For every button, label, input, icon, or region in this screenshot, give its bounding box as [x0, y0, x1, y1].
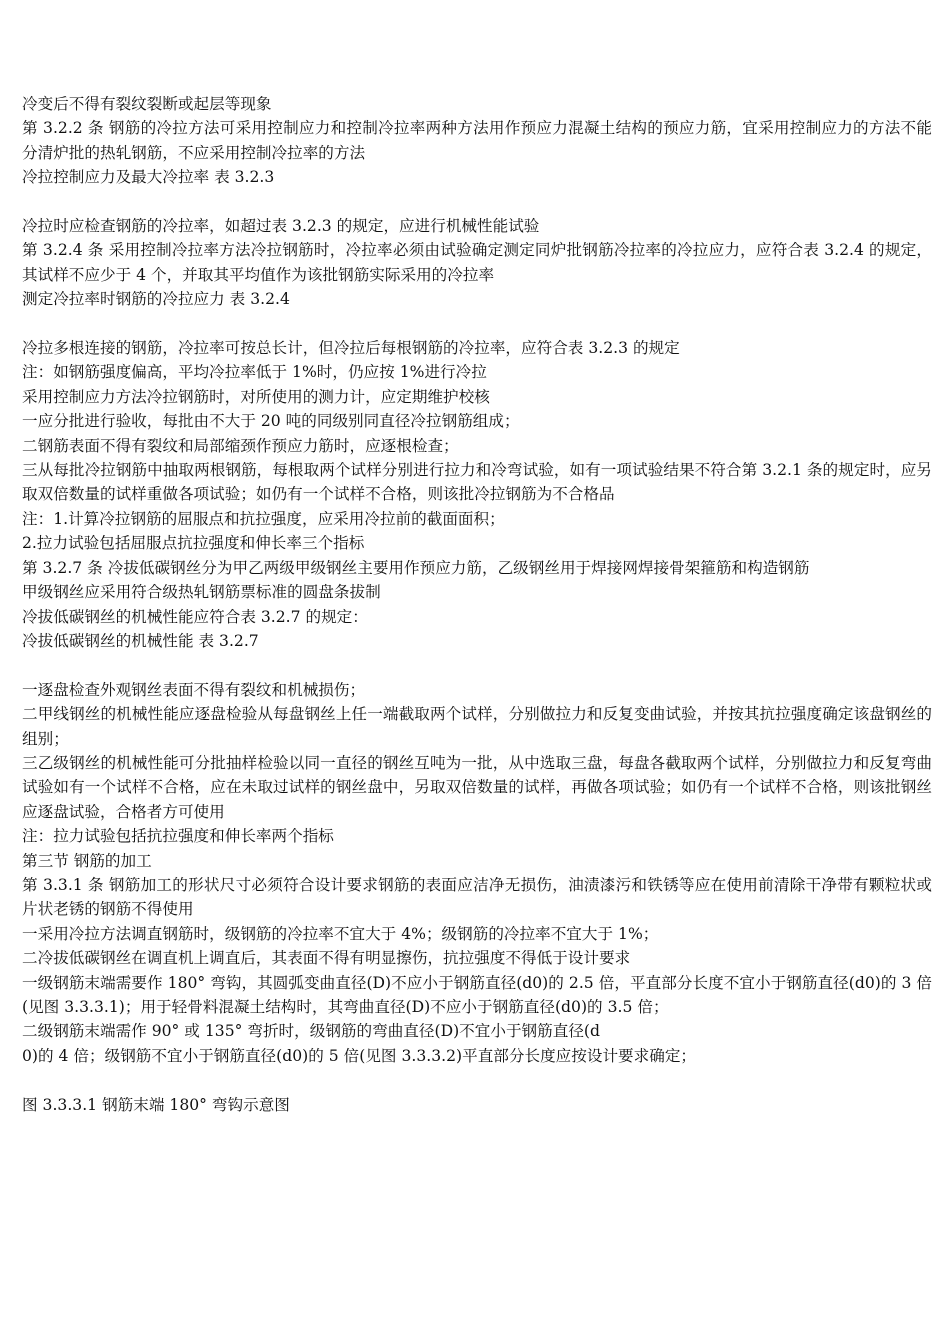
list-item-surface-check: 二钢筋表面不得有裂纹和局部缩颈作预应力筋时，应逐根检查； — [22, 436, 459, 455]
paragraph-clause-3-2-2: 第 3.2.2 条 钢筋的冷拉方法可采用控制应力和控制冷拉率两种方法用作预应力混凝土结构的预应力筋，宜采用控制应力的方法不能分清炉批的热轧钢筋，不应采用控制冷拉率的方法 — [22, 119, 932, 162]
blank-line — [22, 1068, 932, 1092]
list-item-grade-a-test: 二甲线钢丝的机械性能应逐盘检验从每盘钢丝上任一端截取两个试样，分别做拉力和反复变曲试验，并按其抗拉强度确定该盘钢丝的组别； — [22, 705, 932, 748]
list-item-sampling-test: 三从每批冷拉钢筋中抽取两根钢筋，每根取两个试样分别进行拉力和冷弯试验，如有一项试验结果不符合第 3.2.1 条的规定时，应另取双倍数量的试样重做各项试验；如仍有一个试样不合格，则该批冷拉钢筋为不合格品 — [22, 461, 932, 504]
paragraph-clause-3-2-4: 第 3.2.4 条 采用控制冷拉率方法冷拉钢筋时，冷拉率必须由试验确定测定同炉批钢筋冷拉率的冷拉应力，应符合表 3.2.4 的规定，其试样不应少于 4 个，并取其平均值作为该批钢筋实际采用的冷拉率 — [22, 241, 932, 284]
paragraph-check-cold-draw-rate: 冷拉时应检查钢筋的冷拉率，如超过表 3.2.3 的规定，应进行机械性能试验 — [22, 217, 540, 236]
list-item-bend-continued: 0)的 4 倍；级钢筋不宜小于钢筋直径(d0)的 5 倍(见图 3.3.3.2)平直部分长度应按设计要求确定； — [22, 1046, 697, 1065]
table-caption-3-2-7: 冷拔低碳钢丝的机械性能 表 3.2.7 — [22, 631, 259, 650]
list-item-appearance-check: 一逐盘检查外观钢丝表面不得有裂纹和机械损伤； — [22, 680, 366, 699]
paragraph-grade-a-wire: 甲级钢丝应采用符合级热轧钢筋票标准的圆盘条拔制 — [22, 583, 381, 602]
paragraph-clause-3-2-7: 第 3.2.7 条 冷拔低碳钢丝分为甲乙两级甲级钢丝主要用作预应力筋，乙级钢丝用于焊接网焊接骨架箍筋和构造钢筋 — [22, 558, 810, 577]
document-body — [22, 92, 932, 1117]
list-item-batch-acceptance: 一应分批进行验收，每批由不大于 20 吨的同级别同直径冷拉钢筋组成； — [22, 412, 520, 431]
list-item-grade-b-test: 三乙级钢丝的机械性能可分批抽样检验以同一直径的钢丝互吨为一批，从中选取三盘，每盘各截取两个试样，分别做拉力和反复弯曲试验如有一个试样不合格，应在未取过试样的钢丝盘中，另取双倍数量的试样，再做各项试验；如仍有一个试样不合格，则该批钢丝应逐盘试验，合格者方可使用 — [22, 753, 932, 821]
figure-caption-3-3-3-1: 图 3.3.3.1 钢筋末端 180° 弯钩示意图 — [22, 1095, 290, 1114]
list-item-straightening: 一采用冷拉方法调直钢筋时，级钢筋的冷拉率不宜大于 4%；级钢筋的冷拉率不宜大于 1%； — [22, 924, 659, 943]
table-caption-3-2-4: 测定冷拉率时钢筋的冷拉应力 表 3.2.4 — [22, 290, 290, 309]
list-item-bend-90-135: 二级钢筋末端需作 90° 或 135° 弯折时，级钢筋的弯曲直径(D)不宜小于钢筋直径(d — [22, 1022, 600, 1041]
blank-line — [22, 190, 932, 214]
table-caption-3-2-3: 冷拉控制应力及最大冷拉率 表 3.2.3 — [22, 168, 275, 187]
note-tensile-two-indices: 注：拉力试验包括抗拉强度和伸长率两个指标 — [22, 827, 334, 846]
blank-line — [22, 312, 932, 336]
blank-line — [22, 653, 932, 677]
note-strength-high: 注：如钢筋强度偏高，平均冷拉率低于 1%时，仍应按 1%进行冷拉 — [22, 363, 487, 382]
list-item-wire-straightening: 二冷拔低碳钢丝在调直机上调直后，其表面不得有明显擦伤，抗拉强度不得低于设计要求 — [22, 949, 631, 968]
paragraph-wire-mechanical: 冷拔低碳钢丝的机械性能应符合表 3.2.7 的规定： — [22, 607, 368, 626]
paragraph-crack-requirement: 冷变后不得有裂纹裂断或起层等现象 — [22, 95, 272, 113]
paragraph-multi-bar-drawing: 冷拉多根连接的钢筋，冷拉率可按总长计，但冷拉后每根钢筋的冷拉率，应符合表 3.2.3 的规定 — [22, 339, 680, 358]
section-heading-processing: 第三节 钢筋的加工 — [22, 851, 152, 870]
note-yield-calculation: 注：1.计算冷拉钢筋的屈服点和抗拉强度，应采用冷拉前的截面面积； — [22, 509, 505, 528]
note-tensile-indices: 2.拉力试验包括屈服点抗拉强度和伸长率三个指标 — [22, 534, 365, 553]
list-item-180-hook: 一级钢筋末端需要作 180° 弯钩，其圆弧变曲直径(D)不应小于钢筋直径(d0)的 2.5 倍，平直部分长度不宜小于钢筋直径(d0)的 3 倍(见图 3.3.3.1)；用于轻骨料混凝土结构时，其弯曲直径(D)不应小于钢筋直径(d0)的 3.5 倍； — [22, 973, 932, 1016]
paragraph-dynamometer: 采用控制应力方法冷拉钢筋时，对所使用的测力计，应定期维护校核 — [22, 387, 490, 406]
paragraph-clause-3-3-1: 第 3.3.1 条 钢筋加工的形状尺寸必须符合设计要求钢筋的表面应洁净无损伤，油渍漆污和铁锈等应在使用前清除干净带有颗粒状或片状老锈的钢筋不得使用 — [22, 875, 932, 919]
